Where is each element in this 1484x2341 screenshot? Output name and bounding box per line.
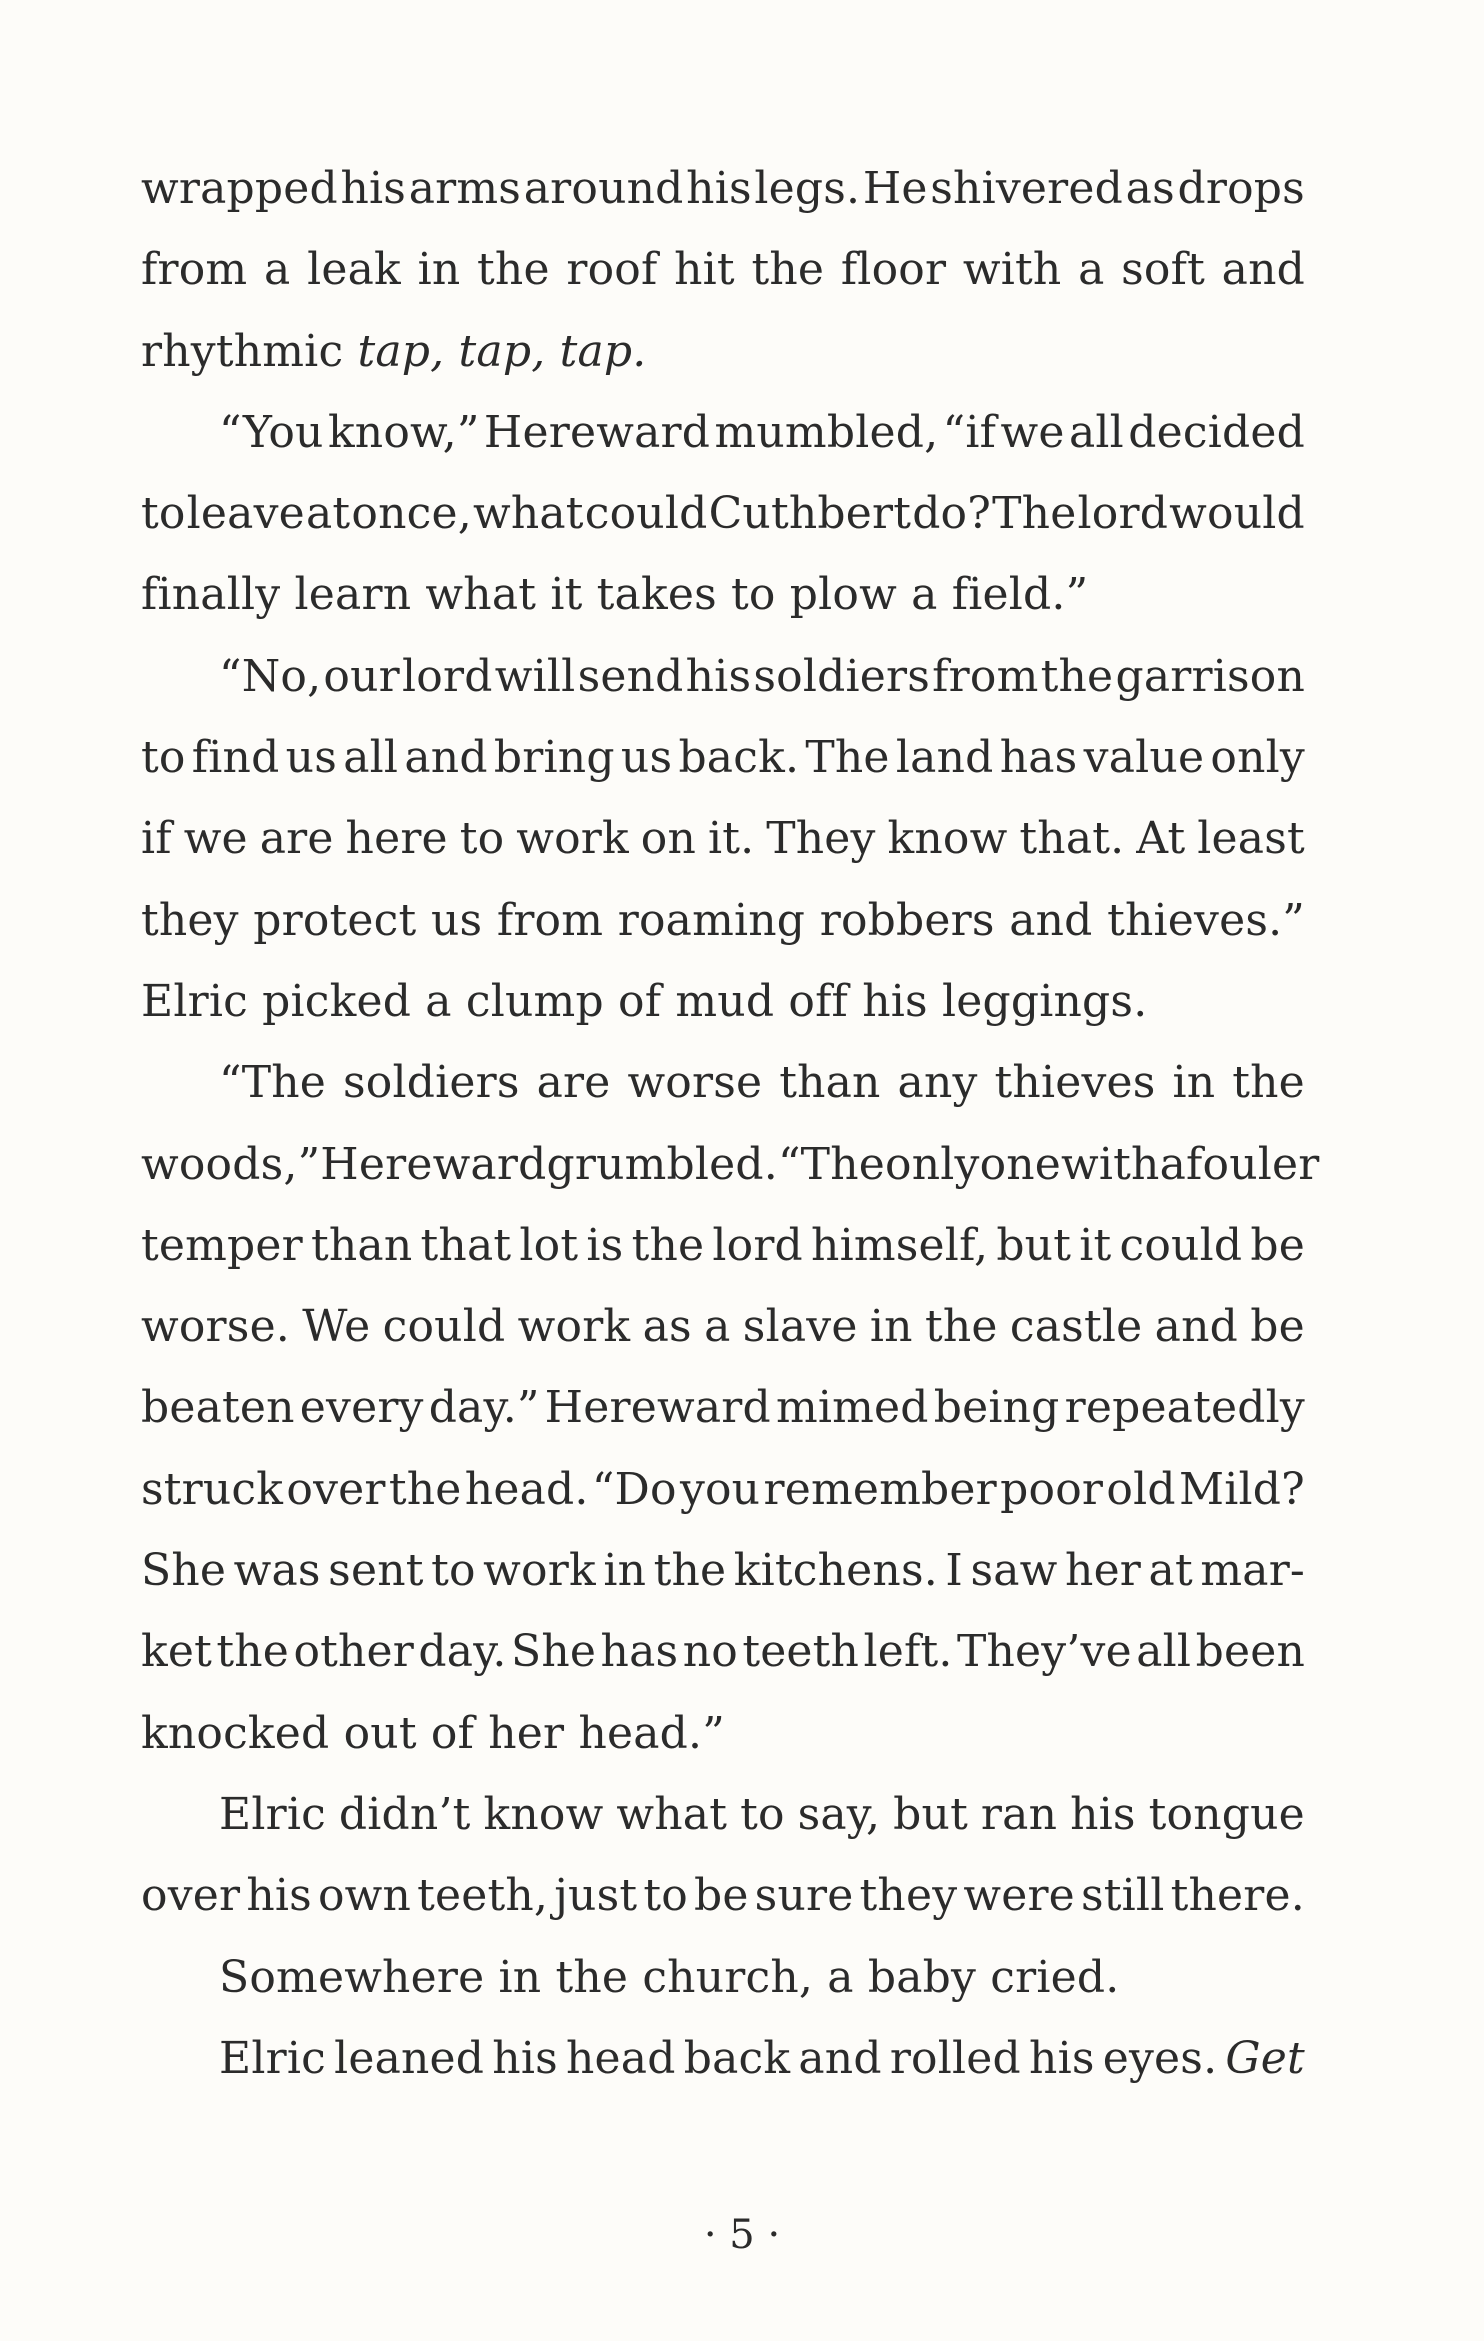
text-line: Elric didn’t know what to say, but ran his tongue xyxy=(219,1788,1305,1840)
italic-text: Get xyxy=(1225,2032,1305,2084)
page-number: · 5 · xyxy=(703,2212,781,2258)
text-line xyxy=(141,554,1305,635)
text-line: woods,” Hereward grumbled. “The only one with a fouler xyxy=(141,1138,1320,1190)
text-line-content: knocked out of her head.” xyxy=(141,1707,725,1759)
text-line: to leave at once, what could Cuthbert do? The lord would xyxy=(141,488,1305,540)
text-line: ket the other day. She has no teeth left. They’ve all been xyxy=(141,1626,1305,1678)
text-line xyxy=(141,1937,1305,2018)
text-line: wrapped his arms around his legs. He shivered as drops xyxy=(141,163,1305,214)
text-line: “No, our lord will send his soldiers from the garrison xyxy=(219,650,1305,702)
text-line: over his own teeth, just to be sure they were still there. xyxy=(141,1870,1305,1922)
text-line: temper than that lot is the lord himself, but it could be xyxy=(141,1219,1305,1271)
text-line: worse. We could work as a slave in the castle and be xyxy=(141,1301,1305,1353)
text-line: struck over the head. “Do you remember poor old Mild? xyxy=(141,1463,1305,1515)
text-line-content: finally learn what it takes to plow a field.” xyxy=(141,569,1089,621)
text-line: beaten every day.” Hereward mimed being repeatedly xyxy=(141,1382,1305,1434)
body-text xyxy=(141,148,1320,2099)
italic-text: tap, tap, tap. xyxy=(357,325,647,377)
text-line: from a leak in the roof hit the floor with a soft and xyxy=(141,244,1305,296)
text-line: “You know,” Hereward mumbled, “if we all decided xyxy=(219,406,1305,458)
text-line xyxy=(141,1693,1305,1774)
text-line xyxy=(141,961,1305,1042)
text-line: they protect us from roaming robbers and thieves.” xyxy=(141,894,1305,946)
text-line: “The soldiers are worse than any thieves in the xyxy=(219,1057,1305,1109)
text-line-content: Elric picked a clump of mud off his leggings. xyxy=(141,975,1148,1027)
text-line: to find us all and bring us back. The land has value only xyxy=(141,732,1305,784)
text-line-content: rhythmic xyxy=(141,325,358,377)
text-line-content: Somewhere in the church, a baby cried. xyxy=(219,1951,1120,2003)
text-line: if we are here to work on it. They know that. At least xyxy=(141,813,1305,865)
text-line: She was sent to work in the kitchens. I saw her at mar- xyxy=(141,1545,1305,1597)
text-line: Elric leaned his head back and rolled his eyes. Get xyxy=(141,2018,1305,2099)
text-line xyxy=(141,311,1305,392)
